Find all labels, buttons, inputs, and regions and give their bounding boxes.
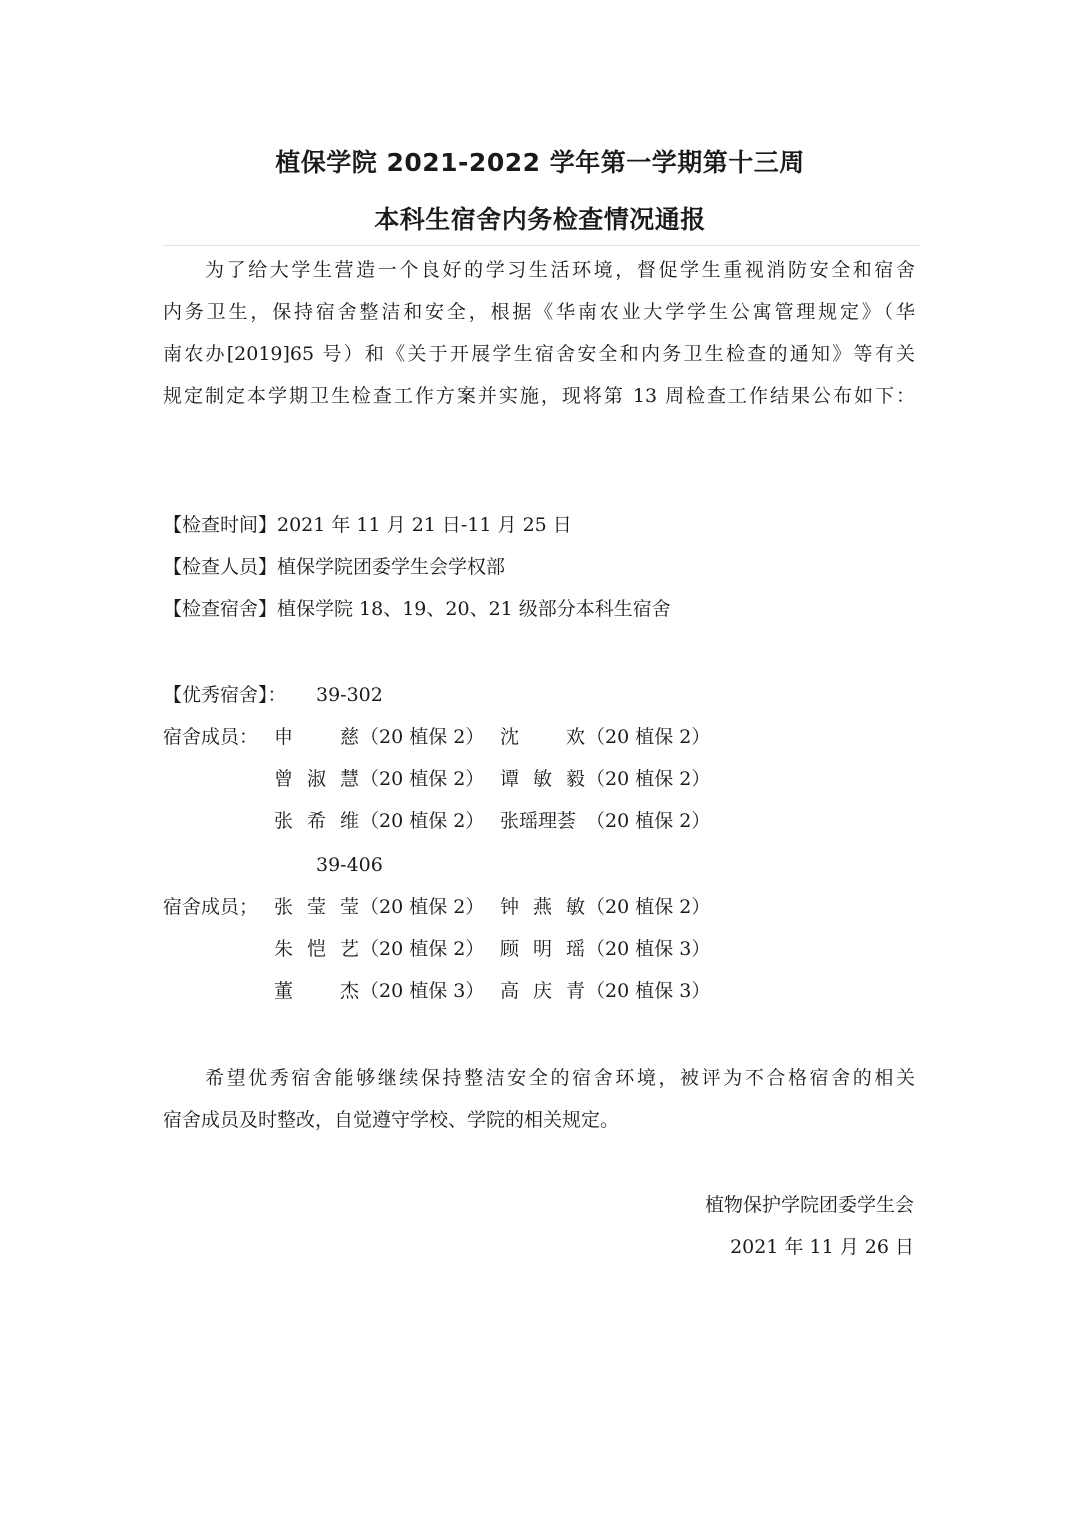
member-name: 顾 <box>500 938 520 960</box>
inspection-time: 【检查时间】2021 年 11 月 21 日-11 月 25 日 <box>163 514 572 536</box>
member-name: 瑶 <box>566 938 586 960</box>
excellent-label: 【优秀宿舍】： <box>163 684 287 706</box>
member-name: 希 <box>307 810 327 832</box>
member-name: 艺 <box>340 938 360 960</box>
inspection-people: 【检查人员】植保学院团委学生会学权部 <box>163 556 506 578</box>
closing-line-1: 希望优秀宿舍能够继续保持整洁安全的宿舍环境，被评为不合格宿舍的相关 <box>205 1067 915 1089</box>
signature-org: 植物保护学院团委学生会 <box>704 1194 914 1216</box>
member-class: （20 植保 2） <box>360 726 485 748</box>
document-title-line1: 植保学院 2021-2022 学年第一学期第十三周 <box>275 148 805 177</box>
member-class: （20 植保 2） <box>360 896 485 918</box>
member-name: 钟 <box>500 896 520 918</box>
member-name: 高 <box>500 980 520 1002</box>
member-name: 慈 <box>340 726 360 748</box>
member-name: 燕 <box>533 896 553 918</box>
closing-line-2: 宿舍成员及时整改，自觉遵守学校、学院的相关规定。 <box>163 1109 620 1131</box>
member-class: （20 植保 2） <box>586 810 711 832</box>
inspection-dorms: 【检查宿舍】植保学院 18、19、20、21 级部分本科生宿舍 <box>163 598 671 620</box>
member-name: 曾 <box>274 768 294 790</box>
member-name: 莹 <box>340 896 360 918</box>
intro-line-2: 内务卫生，保持宿舍整洁和安全，根据《华南农业大学学生公寓管理规定》（华 <box>163 301 915 323</box>
member-name: 张 <box>274 896 294 918</box>
intro-line-3: 南农办[2019]65 号）和《关于开展学生宿舍安全和内务卫生检查的通知》等有关 <box>163 343 915 365</box>
member-name: 庆 <box>533 980 553 1002</box>
members-label: 宿舍成员： <box>163 726 259 748</box>
intro-line-4: 规定制定本学期卫生检查工作方案并实施，现将第 13 周检查工作结果公布如下： <box>163 385 915 407</box>
signature-date: 2021 年 11 月 26 日 <box>730 1236 914 1258</box>
intro-line-1: 为了给大学生营造一个良好的学习生活环境，督促学生重视消防安全和宿舍 <box>205 259 915 281</box>
member-name: 欢 <box>566 726 586 748</box>
member-name: 慧 <box>340 768 360 790</box>
member-name: 沈 <box>500 726 520 748</box>
title-divider <box>163 245 920 246</box>
member-class: （20 植保 2） <box>586 896 711 918</box>
member-name: 维 <box>340 810 360 832</box>
member-name: 朱 <box>274 938 294 960</box>
member-name: 毅 <box>566 768 586 790</box>
member-name: 张 <box>274 810 294 832</box>
member-name: 董 <box>274 980 294 1002</box>
member-class: （20 植保 2） <box>360 938 485 960</box>
member-class: （20 植保 3） <box>586 980 711 1002</box>
member-class: （20 植保 2） <box>360 810 485 832</box>
room-number: 39-406 <box>316 854 383 876</box>
member-name: 申 <box>274 726 294 748</box>
member-class: （20 植保 2） <box>360 768 485 790</box>
member-name: 恺 <box>307 938 327 960</box>
document-title-line2: 本科生宿舍内务检查情况通报 <box>374 205 706 234</box>
member-name: 杰 <box>340 980 360 1002</box>
member-name: 谭 <box>500 768 520 790</box>
member-name: 敏 <box>533 768 553 790</box>
member-name: 淑 <box>307 768 327 790</box>
members-label: 宿舍成员； <box>163 896 259 918</box>
room-number: 39-302 <box>316 684 383 706</box>
member-class: （20 植保 3） <box>360 980 485 1002</box>
member-name: 莹 <box>307 896 327 918</box>
member-name: 敏 <box>566 896 586 918</box>
member-class: （20 植保 2） <box>586 726 711 748</box>
member-class: （20 植保 3） <box>586 938 711 960</box>
member-class: （20 植保 2） <box>586 768 711 790</box>
member-name: 张瑶理荟 <box>500 810 577 832</box>
member-name: 明 <box>533 938 553 960</box>
member-name: 青 <box>566 980 586 1002</box>
